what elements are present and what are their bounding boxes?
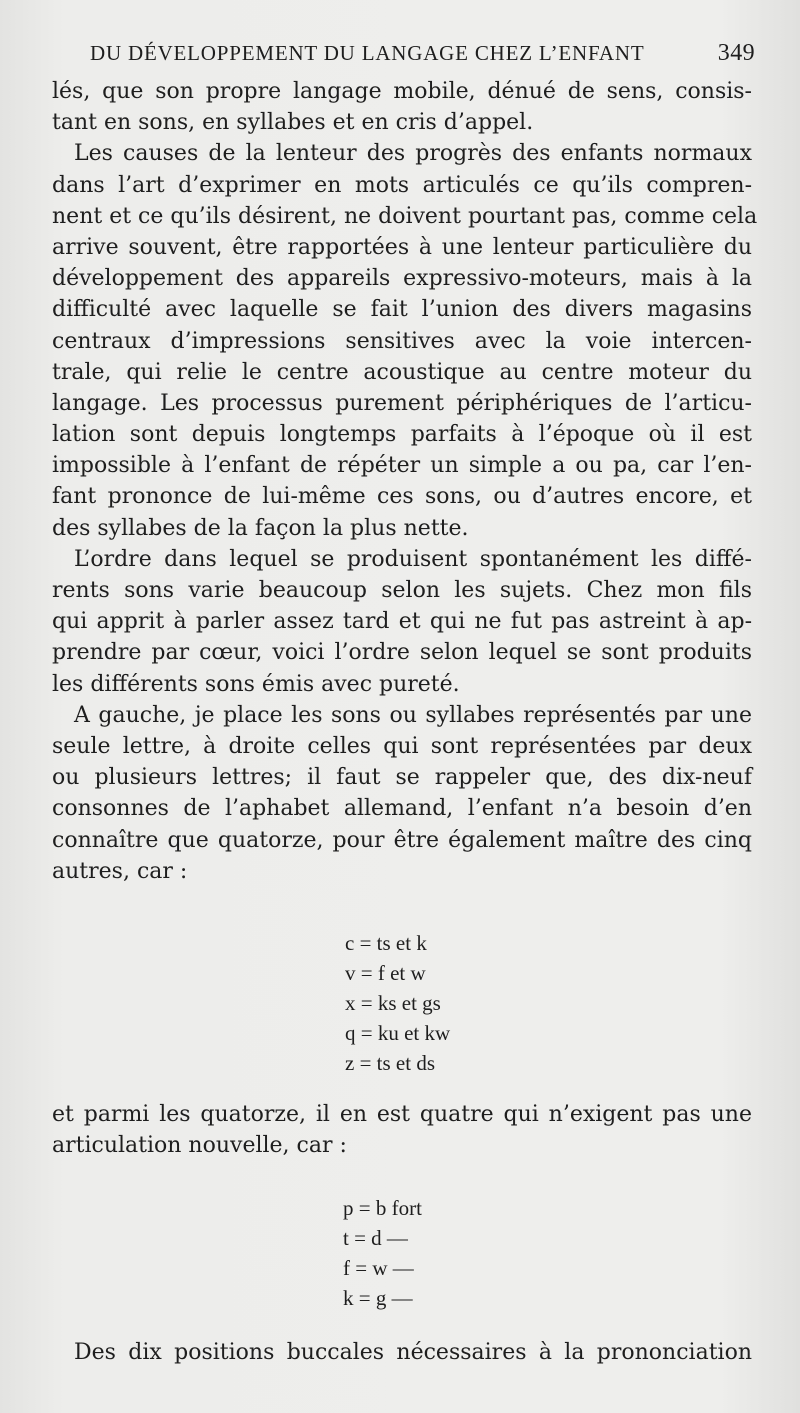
final-paragraph	[52, 1337, 752, 1368]
text-line: difficulté avec laquelle se fait l’union des divers magasins	[52, 297, 752, 323]
text-line: prendre par cœur, voici l’ordre selon lequel se sont produits	[52, 640, 752, 666]
text-line: Les causes de la lenteur des progrès des enfants normaux	[74, 141, 752, 167]
text-line: les différents sons émis avec pureté.	[52, 671, 460, 697]
text-line: seule lettre, à droite celles qui sont représentées par deux	[52, 733, 752, 759]
text-line: lation sont depuis longtemps parfaits à l’époque où il est	[52, 422, 752, 448]
text-line: autres, car :	[52, 858, 188, 884]
page-number: 349	[717, 40, 755, 66]
equivalence-row: q = ku et kw	[345, 1021, 451, 1045]
text-line: arrive souvent, être rapportées à une lenteur particulière du	[52, 234, 752, 260]
articulation-row: f = w —	[343, 1256, 414, 1280]
articulation-row: k = g —	[343, 1286, 413, 1310]
text-line: trale, qui relie le centre acoustique au centre moteur du	[52, 359, 752, 385]
text-line: impossible à l’enfant de répéter un simple a ou pa, car l’en-	[52, 453, 752, 479]
text-line: A gauche, je place les sons ou syllabes représentés par une	[74, 702, 752, 728]
equivalence-row: z = ts et ds	[345, 1051, 435, 1075]
text-line: articulation nouvelle, car :	[52, 1133, 347, 1159]
text-line: connaître que quatorze, pour être également maître des cinq	[52, 827, 752, 853]
text-line: ou plusieurs lettres; il faut se rappeler que, des dix-neuf	[52, 765, 752, 791]
equivalence-row: x = ks et gs	[345, 991, 441, 1015]
running-header	[90, 40, 755, 74]
body-text	[52, 76, 758, 887]
text-line: consonnes de l’aphabet allemand, l’enfant n’a besoin d’en	[52, 796, 752, 822]
text-line: rents sons varie beaucoup selon les sujets. Chez mon fils	[52, 578, 752, 603]
text-line: et parmi les quatorze, il en est quatre qui n’exigent pas une	[52, 1102, 752, 1127]
equivalence-list	[345, 928, 450, 1078]
text-line: Des dix positions buccales nécessaires à la prononciation	[74, 1340, 752, 1365]
text-line: dans l’art d’exprimer en mots articulés ce qu’ils compren-	[52, 172, 752, 198]
text-line: fant prononce de lui-même ces sons, ou d’autres encore, et	[52, 484, 752, 510]
text-line: qui apprit à parler assez tard et qui ne fut pas astreint à ap-	[52, 609, 752, 635]
running-title: DU DÉVELOPPEMENT DU LANGAGE CHEZ L’ENFANT	[90, 41, 645, 65]
text-line: tant en sons, en syllabes et en cris d’appel.	[52, 110, 534, 136]
text-line: langage. Les processus purement périphériques de l’articu-	[52, 390, 752, 416]
articulation-row: t = d —	[343, 1226, 408, 1250]
text-line: lés, que son propre langage mobile, dénué de sens, consis-	[52, 79, 752, 104]
text-line: L’ordre dans lequel se produisent spontanément les diffé-	[74, 546, 752, 572]
equivalence-row: v = f et w	[345, 961, 426, 985]
equivalence-row: c = ts et k	[345, 931, 427, 955]
text-line: des syllabes de la façon la plus nette.	[52, 515, 469, 541]
middle-paragraph	[52, 1098, 752, 1160]
articulation-row: p = b fort	[343, 1196, 422, 1220]
text-line: développement des appareils expressivo-moteurs, mais à la	[52, 266, 752, 292]
articulation-list	[343, 1193, 422, 1313]
text-line: centraux d’impressions sensitives avec la voie intercen-	[52, 328, 752, 354]
text-line: nent et ce qu’ils désirent, ne doivent pourtant pas, comme cela	[52, 203, 758, 229]
